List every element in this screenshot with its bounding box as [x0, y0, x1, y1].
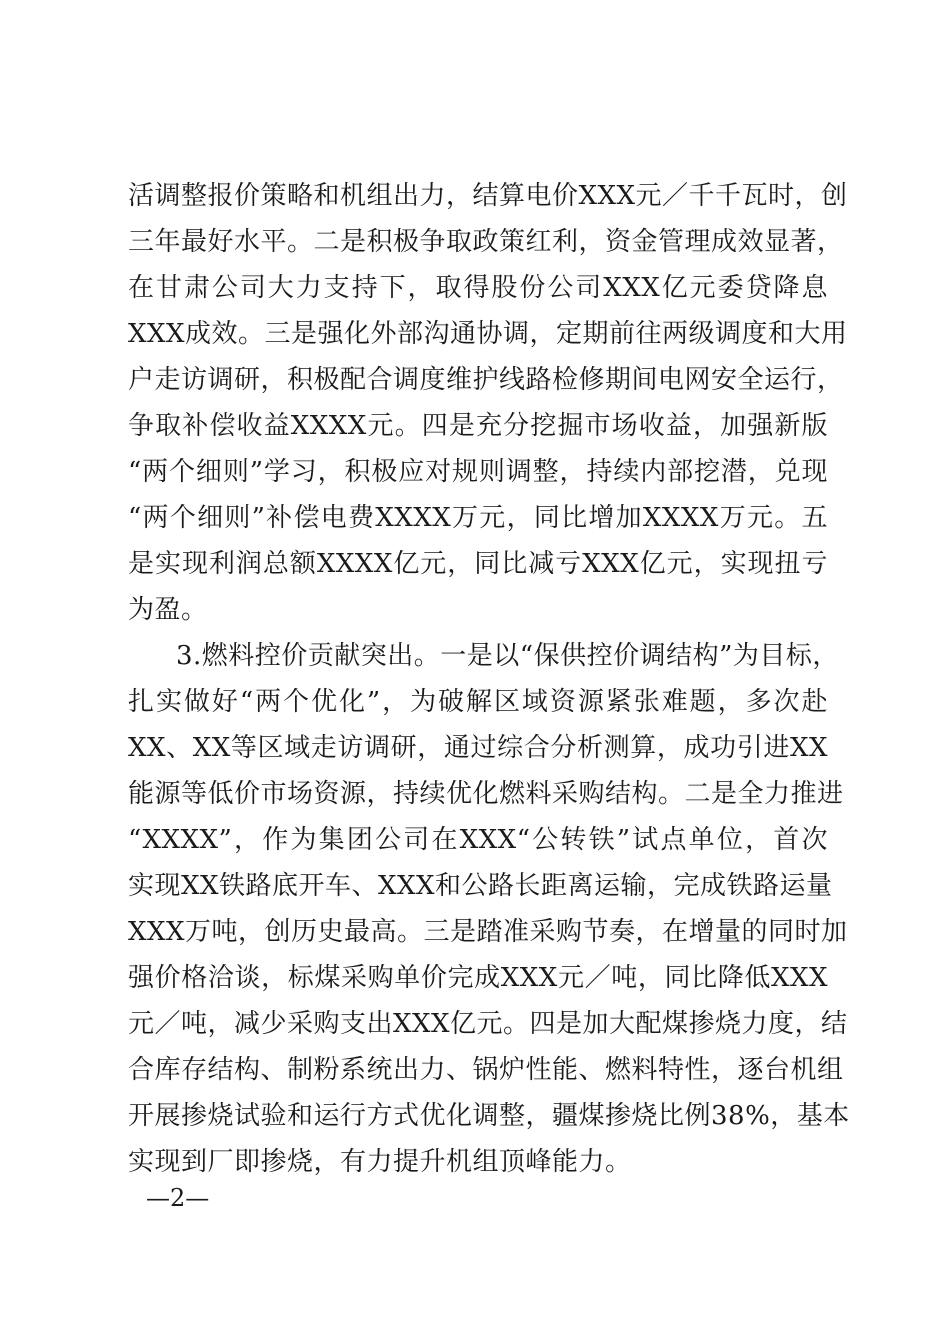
body-text-line-7: “两个细则”学习，积极应对规则调整，持续内部挖潜，兑现	[128, 457, 828, 487]
body-text-line-22: 实现到厂即掺烧，有力提升机组顶峰能力。	[128, 1147, 632, 1177]
body-text-line-12: 扎实做好“两个优化”，为破解区域资源紧张难题，多次赴	[128, 687, 828, 717]
body-text-line-4: XXX成效。三是强化外部沟通协调，定期前往两级调度和大用	[128, 319, 848, 349]
body-text-line-8: “两个细则”补偿电费XXXX万元，同比增加XXXX万元。五	[128, 503, 828, 533]
body-text-line-14: 能源等低价市场资源，持续优化燃料采购结构。二是全力推进	[128, 779, 844, 809]
body-text-line-15: “XXXX”，作为集团公司在XXX“公转铁”试点单位，首次	[128, 825, 828, 855]
body-text-line-13: XX、XX等区域走访调研，通过综合分析测算，成功引进XX	[128, 733, 828, 763]
body-text-line-19: 元／吨，减少采购支出XXX亿元。四是加大配煤掺烧力度，结	[128, 1009, 848, 1039]
body-text-line-18: 强价格洽谈，标煤采购单价完成XXX元／吨，同比降低XXX	[128, 963, 828, 993]
body-text-line-20: 合库存结构、制粉系统出力、锅炉性能、燃料特性，逐台机组	[128, 1055, 844, 1085]
body-text-line-16: 实现XX铁路底开车、XXX和公路长距离运输，完成铁路运量	[128, 871, 833, 901]
body-text-line-9: 是实现利润总额XXXX亿元，同比减亏XXX亿元，实现扭亏	[128, 549, 828, 579]
section-heading-line: 3.燃料控价贡献突出。一是以“保供控价调结构”为目标，	[176, 641, 839, 671]
body-text-line-17: XXX万吨，创历史最高。三是踏准采购节奏，在增量的同时加	[128, 917, 848, 947]
body-text-line-10: 为盈。	[128, 595, 208, 625]
body-text-line-3: 在甘肃公司大力支持下，取得股份公司XXX亿元委贷降息	[128, 273, 828, 303]
page-number: —2—	[146, 1184, 210, 1212]
body-text-line-5: 户走访调研，积极配合调度维护线路检修期间电网安全运行，	[128, 365, 844, 395]
body-text-line-1: 活调整报价策略和机组出力，结算电价XXX元／千千瓦时，创	[128, 181, 848, 211]
body-text-line-21: 开展掺烧试验和运行方式优化调整，疆煤掺烧比例38%，基本	[128, 1101, 850, 1131]
body-text-line-6: 争取补偿收益XXXX元。四是充分挖掘市场收益，加强新版	[128, 411, 828, 441]
body-text-line-2: 三年最好水平。二是积极争取政策红利，资金管理成效显著，	[128, 227, 844, 257]
